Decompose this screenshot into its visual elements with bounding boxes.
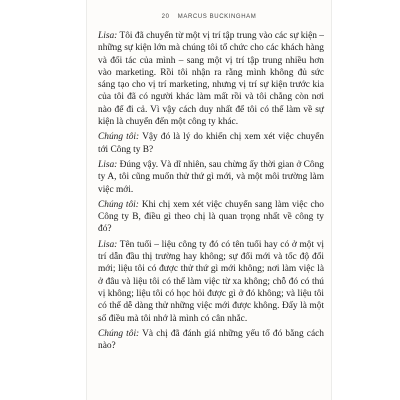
paragraph-text: Tên tuổi – liệu công ty đó có tên tuổi hay có ở một vị trí dẫn đầu thị trường hay không; sự đổi mới và tốc độ đổi mới; liệu tôi có được thử thứ gì mới không; nơi làm việc là ở đâu và liệu tôi có thể làm việc từ xa không; chỗ đó có thú vị không; liệu tôi có học hỏi được gì ở đó không; và liệu tôi có thể dễ dàng thử những việc mới được không. Đấy là một số điều mà tôi nhớ là mình có cân nhắc. xyxy=(98,239,324,324)
speaker-label: Chúng tôi: xyxy=(98,328,140,339)
speaker-label: Chúng tôi: xyxy=(98,199,139,210)
speaker-label: Chúng tôi: xyxy=(98,132,140,143)
dialogue-paragraph xyxy=(98,159,324,196)
dialogue-paragraph xyxy=(98,239,324,325)
dialogue-paragraph xyxy=(98,199,324,236)
speaker-label: Lisa: xyxy=(98,239,118,250)
paragraph-text: Đúng vậy. Và dĩ nhiên, sau chừng ấy thời gian ở Công ty A, tôi cũng muốn thử thứ gì mới, và một môi trường làm việc mới. xyxy=(98,159,324,195)
paragraph-text: Và chị đã đánh giá những yếu tố đó bằng cách nào? xyxy=(98,328,324,352)
dialogue-paragraph xyxy=(98,131,324,156)
dialogue-paragraph xyxy=(98,30,324,128)
paragraph-text: Khi chị xem xét việc chuyển sang làm việc cho Công ty B, điều gì theo chị là quan trọng nhất về công ty đó? xyxy=(98,199,324,235)
paragraph-text: Vậy đó là lý do khiến chị xem xét việc chuyển tới Công ty B? xyxy=(98,132,324,155)
dialogue-paragraph xyxy=(98,328,324,353)
paragraph-text: Tôi đã chuyển từ một vị trí tập trung vào các sự kiện – những sự kiện lớn mà chúng tôi tổ chức cho các khách hàng và đối tác của mình – sang một vị trí tập trung nhiều hơn vào marketing. Rồi tôi nhận ra rằng mình không đủ sức sáng tạo cho vị trí marketing, nhưng vị trí sự kiện trước kia của tôi đã có người khác làm mất rồi và tôi chẳng còn nơi nào để đi cả. Vì vậy cách duy nhất để tôi có thể làm về sự kiện là chuyển đến một công ty khác. xyxy=(98,31,324,128)
speaker-label: Lisa: xyxy=(98,159,118,170)
running-head xyxy=(87,14,331,20)
author-name: MARCUS BUCKINGHAM xyxy=(177,14,257,20)
book-page xyxy=(86,0,332,400)
page-body xyxy=(98,30,324,355)
speaker-label: Lisa: xyxy=(98,31,118,41)
page-number: 20 xyxy=(161,14,170,20)
